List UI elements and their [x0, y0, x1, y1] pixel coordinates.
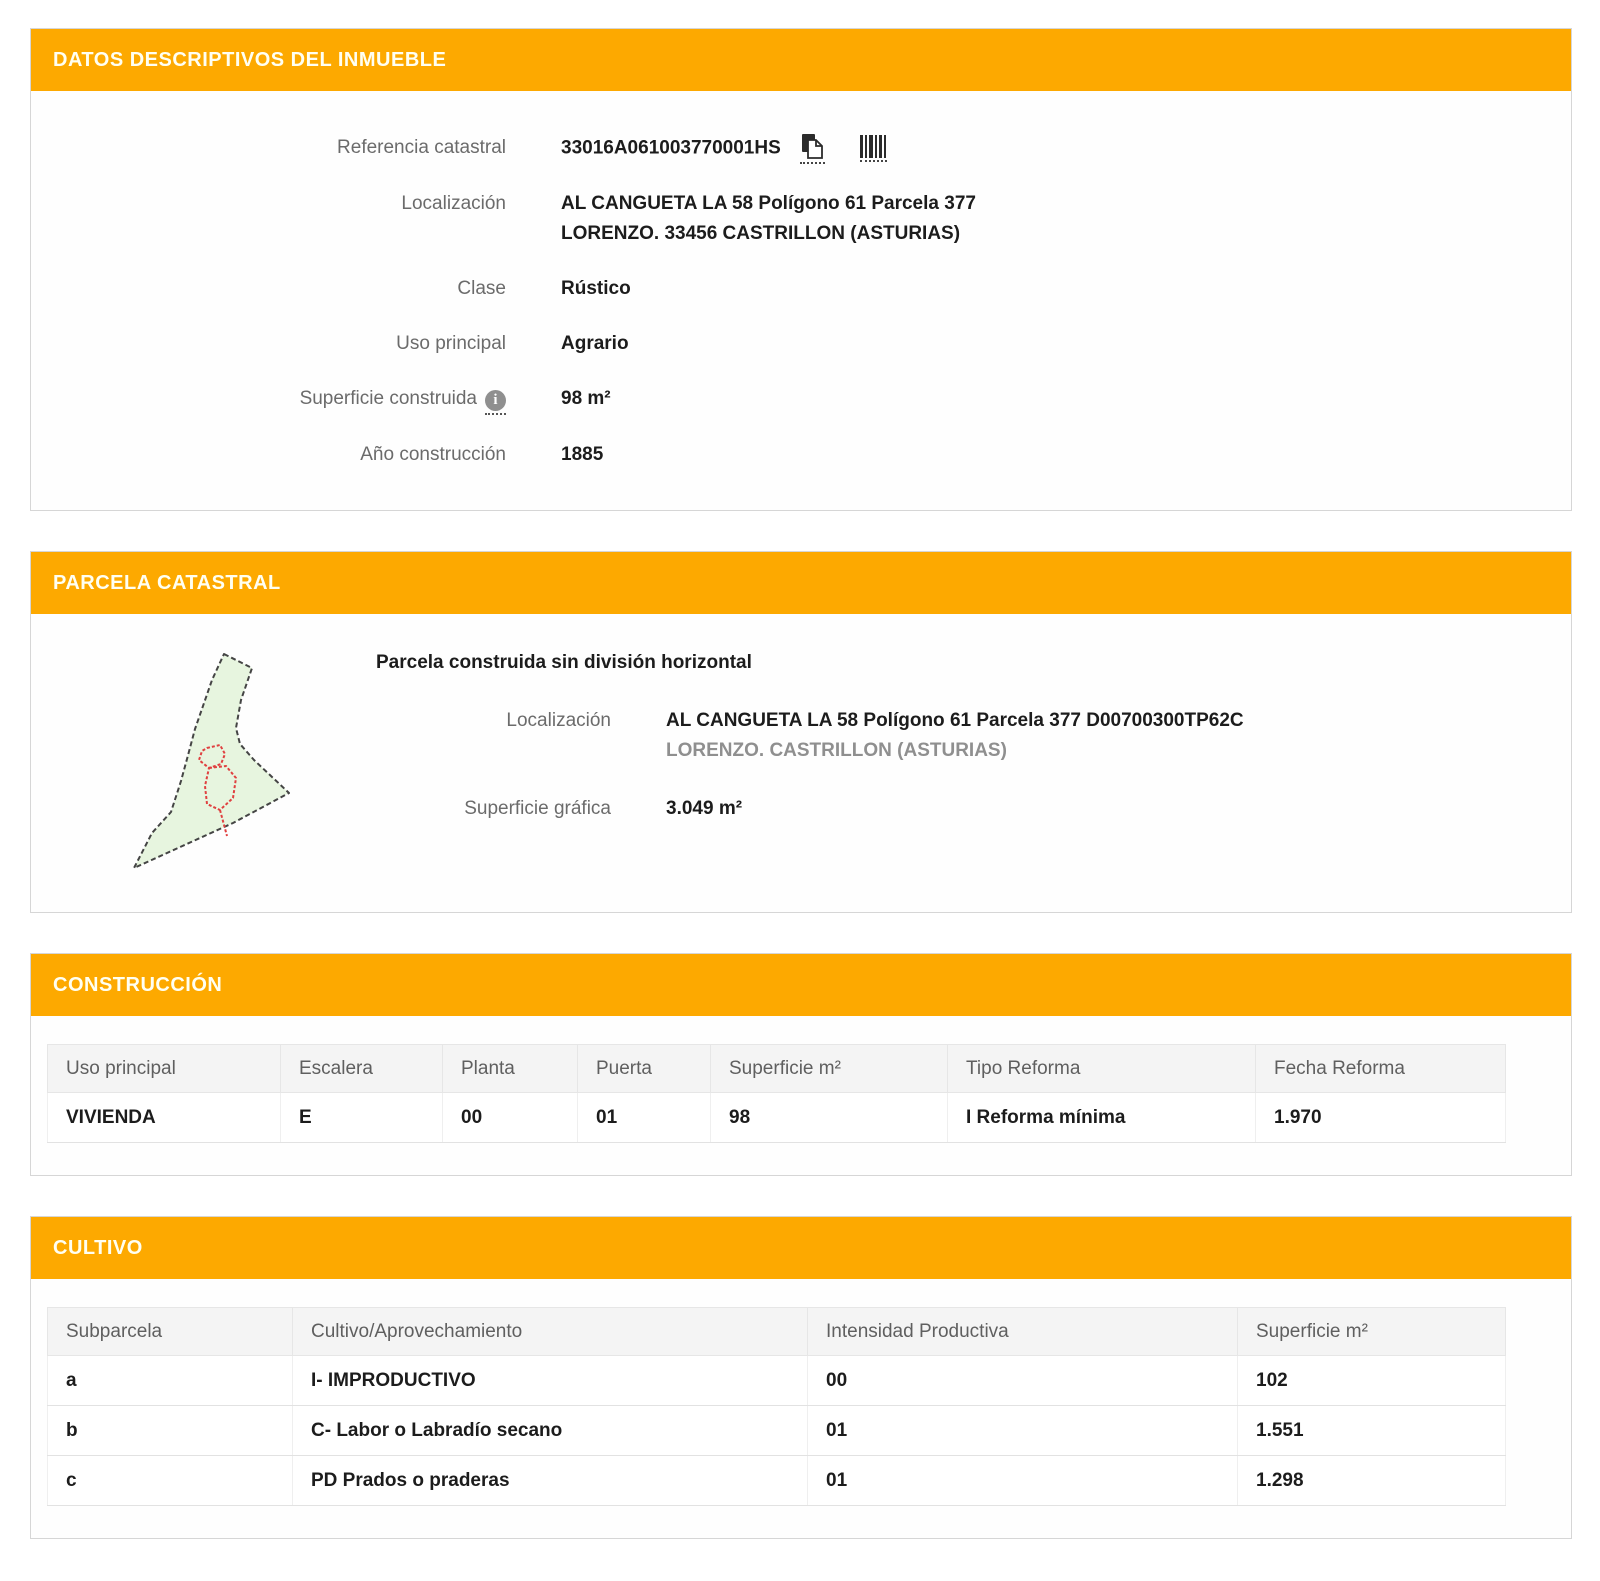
cell: 1.551 — [1238, 1406, 1506, 1456]
cell: 00 — [443, 1093, 578, 1143]
localizacion-line1: AL CANGUETA LA 58 Polígono 61 Parcela 377 — [561, 193, 976, 214]
section-header-construccion — [31, 954, 1571, 1016]
superficie-construida-value: 98 m² — [561, 388, 611, 409]
cell: I Reforma mínima — [948, 1093, 1256, 1143]
section-construccion — [30, 953, 1572, 1176]
section-datos-descriptivos — [30, 28, 1572, 511]
col-header: Subparcela — [48, 1308, 293, 1356]
col-header: Intensidad Productiva — [808, 1308, 1238, 1356]
parcela-localizacion-line2: LORENZO. CASTRILLON (ASTURIAS) — [666, 740, 1007, 761]
section-header-parcela — [31, 552, 1571, 614]
clase-value: Rústico — [561, 278, 631, 299]
table-header-row — [48, 1045, 1506, 1093]
col-header: Puerta — [578, 1045, 711, 1093]
construccion-table-wrap — [31, 1016, 1571, 1175]
parcel-polygon — [134, 654, 289, 868]
cell: 01 — [808, 1456, 1238, 1506]
field-label: Referencia catastral — [337, 137, 506, 158]
cell: 01 — [808, 1406, 1238, 1456]
field-label: Uso principal — [396, 333, 506, 354]
localizacion-line2: LORENZO. 33456 CASTRILLON (ASTURIAS) — [561, 223, 961, 244]
col-header: Planta — [443, 1045, 578, 1093]
section-title: CULTIVO — [53, 1236, 143, 1259]
copy-document-icon[interactable] — [800, 133, 825, 164]
col-header: Fecha Reforma — [1256, 1045, 1506, 1093]
section-header-cultivo — [31, 1217, 1571, 1279]
superficie-grafica-value: 3.049 m² — [666, 798, 743, 819]
info-circle-icon[interactable]: i — [485, 390, 506, 415]
referencia-catastral-value: 33016A061003770001HS — [561, 137, 781, 159]
field-label: Localización — [506, 710, 611, 731]
col-header: Uso principal — [48, 1045, 281, 1093]
cell: c — [48, 1456, 293, 1506]
cell: 00 — [808, 1356, 1238, 1406]
field-value — [561, 133, 887, 164]
col-header: Superficie m² — [1238, 1308, 1506, 1356]
barcode-icon[interactable] — [860, 135, 887, 162]
cell: 01 — [578, 1093, 711, 1143]
row-superficie-construida — [31, 384, 1571, 415]
cell: 1.298 — [1238, 1456, 1506, 1506]
table-header-row — [48, 1308, 1506, 1356]
parcela-content — [376, 640, 1571, 886]
field-label: Clase — [457, 278, 506, 299]
col-header: Tipo Reforma — [948, 1045, 1256, 1093]
col-header: Cultivo/Aprovechamiento — [293, 1308, 808, 1356]
col-header: Escalera — [281, 1045, 443, 1093]
section-cultivo — [30, 1216, 1572, 1539]
field-label: Año construcción — [360, 444, 506, 465]
cell: 102 — [1238, 1356, 1506, 1406]
field-label: Superficie gráfica — [464, 798, 611, 819]
cultivo-table — [47, 1307, 1506, 1506]
cell: 98 — [711, 1093, 948, 1143]
table-row — [48, 1356, 1506, 1406]
row-superficie-grafica — [376, 794, 1571, 824]
row-anio-construccion — [31, 440, 1571, 470]
field-value — [666, 706, 1244, 766]
section-title: PARCELA CATASTRAL — [53, 571, 281, 594]
col-header: Superficie m² — [711, 1045, 948, 1093]
row-uso-principal — [31, 329, 1571, 359]
cell: 1.970 — [1256, 1093, 1506, 1143]
section-parcela-catastral — [30, 551, 1572, 913]
parcela-localizacion-line1: AL CANGUETA LA 58 Polígono 61 Parcela 377 D00700300TP62C — [666, 710, 1244, 731]
field-label: Superficie construida i — [31, 384, 506, 415]
row-clase — [31, 274, 1571, 304]
cell: I- IMPRODUCTIVO — [293, 1356, 808, 1406]
table-row — [48, 1456, 1506, 1506]
row-referencia-catastral — [31, 133, 1571, 164]
construccion-table — [47, 1044, 1506, 1143]
cell: VIVIENDA — [48, 1093, 281, 1143]
cell: b — [48, 1406, 293, 1456]
cell: E — [281, 1093, 443, 1143]
cell: PD Prados o praderas — [293, 1456, 808, 1506]
field-label: Localización — [401, 193, 506, 214]
section-title: DATOS DESCRIPTIVOS DEL INMUEBLE — [53, 48, 447, 71]
uso-principal-value: Agrario — [561, 333, 629, 354]
row-localizacion — [31, 189, 1571, 249]
table-row — [48, 1093, 1506, 1143]
anio-construccion-value: 1885 — [561, 444, 604, 465]
cell: C- Labor o Labradío secano — [293, 1406, 808, 1456]
parcel-outline-sketch — [119, 640, 304, 886]
cultivo-table-wrap — [31, 1279, 1571, 1538]
section-header-datos — [31, 29, 1571, 91]
datos-body — [31, 91, 1571, 510]
parcela-heading: Parcela construida sin división horizontal — [376, 652, 752, 673]
table-row — [48, 1406, 1506, 1456]
row-parcela-localizacion — [376, 706, 1571, 766]
field-value — [561, 189, 976, 249]
section-title: CONSTRUCCIÓN — [53, 973, 223, 996]
cell: a — [48, 1356, 293, 1406]
parcela-body — [31, 614, 1571, 912]
